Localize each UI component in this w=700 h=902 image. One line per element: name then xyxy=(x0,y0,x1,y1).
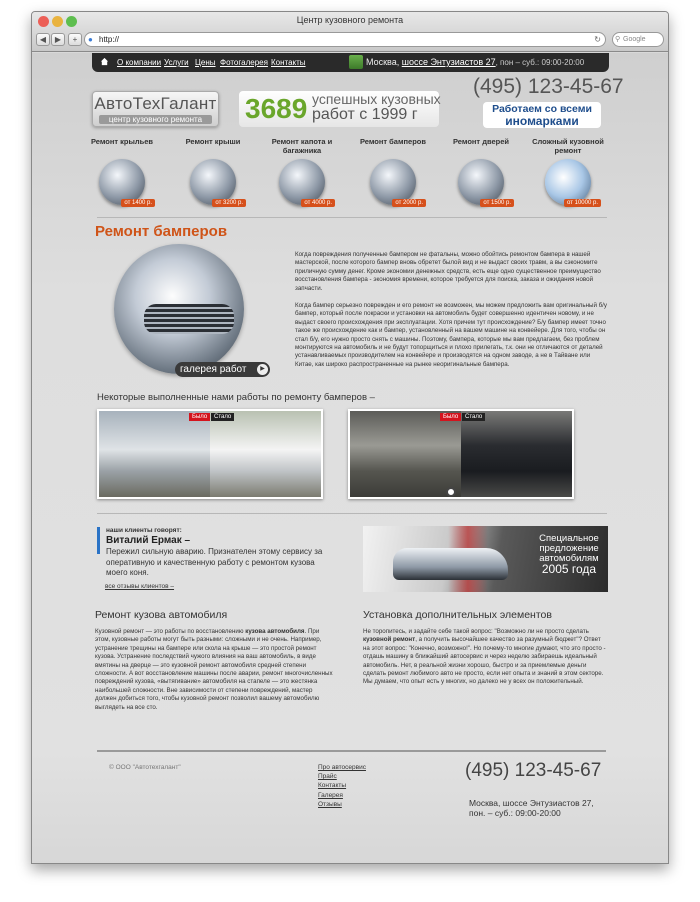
client-review: Пережил сильную аварию. Признателен этому сервису за оперативную и качественную работу с ремонтом кузова моего коня. xyxy=(106,547,323,577)
service-title: Ремонт крыльев xyxy=(90,137,154,146)
work-example-2[interactable] xyxy=(348,409,574,499)
search-icon: ⚲ xyxy=(615,36,621,43)
after-photo xyxy=(210,411,321,497)
add-bookmark-button[interactable]: + xyxy=(68,33,82,46)
service-price: от 4000 р. xyxy=(301,199,335,207)
promo-line-1: успешных кузовных xyxy=(312,91,441,107)
top-navigation xyxy=(92,53,609,72)
body-repair-text: Кузовной ремонт — это работы по восстановлению кузова автомобиля. При этом, кузовные работы могут быть разными: сложными и не очень. Например, устранение трещины на бампере или скола на крыше — это простой ремонт кузова. Устранение последствий чужого влияния на ваш автомобиль, в виде вмятины на дверце — это кузовной ремонт автомобиля средней степени сложности. А вот восстановление машины после аварии, ремонт многочисленных повреждений кузова, «вытягивание» автомобиля на стапеле — это жестянка наибольшей сложности. Вне зависимости от степени повреждений, мастер должен добиться того, чтобы кузовной ремонт позволил вашему автомобилю выглядеть на все сто. xyxy=(95,628,333,711)
service-image xyxy=(99,159,152,206)
service-image xyxy=(370,159,423,206)
address-link[interactable]: шоссе Энтузиастов 27 xyxy=(401,57,496,67)
before-tag: Было xyxy=(440,413,461,421)
browser-titlebar xyxy=(32,12,668,52)
footer-link-about[interactable]: Про автосервис xyxy=(318,764,366,771)
service-title: Ремонт дверей xyxy=(452,137,509,146)
header-address: Москва, шоссе Энтузиастов 27, пон – суб.: 09:00-20:00 xyxy=(366,57,585,67)
divider xyxy=(97,513,607,514)
offer-text: Специальное предложение автомобилям 2005 года xyxy=(539,533,599,576)
body-repair-title: Ремонт кузова автомобиля xyxy=(95,609,228,621)
special-offer-banner[interactable] xyxy=(363,526,608,592)
play-icon: ▶ xyxy=(257,364,268,375)
extra-elements-text: Не торопитесь, и задайте себе такой вопрос: "Возможно ли не просто сделать кузовной ремонт, а получить высочайшее качество за разумный бюджет"? Ответ на этот вопрос: "Конечно, возможно!". Но почему-то многие думают, что это просто - отдашь машину в ближайший автосервис и через неделю забираешь идеальный автомобиль. Нет, в реальной жизни хорошо, быстро и за приемлемые деньги сделать ремонт любимого авто не просто, если нет опыта и знаний в этом секторе. Мы думаем, что опыт есть у многих, но далеко не у всех он положительный. xyxy=(363,628,606,686)
client-name: Виталий Ермак – xyxy=(106,535,191,546)
before-tag: Было xyxy=(189,413,210,421)
footer-link-reviews[interactable]: Отзывы xyxy=(318,801,342,808)
header-phone: (495) 123-45-67 xyxy=(473,75,624,98)
web-page xyxy=(32,53,669,864)
city-map-icon xyxy=(349,55,363,69)
nav-about[interactable]: О компании xyxy=(117,58,162,67)
footer-link-price[interactable]: Прайс xyxy=(318,773,337,780)
nav-services[interactable]: Услуги xyxy=(164,58,189,67)
intro-paragraph-1: Когда повреждения полученные бампером не фатальны, можно обойтись ремонтом бампера в нашей мастерской, после которого бампер вновь обретет былой вид и не выдаст своих травм, а вы сэкономите приличную сумму денег. Кроме экономии денежных средств, есть еще одно существенное преимущество восстановления бампера - экономия времени, которое требуется для поиска, заказа и ожидания новой запчасти. xyxy=(295,251,601,292)
service-price: от 3200 р. xyxy=(212,199,246,207)
promo-number: 3689 xyxy=(245,93,308,124)
home-icon[interactable] xyxy=(100,57,109,66)
back-button[interactable]: ◀ xyxy=(36,33,50,46)
service-complex[interactable] xyxy=(526,137,610,205)
search-placeholder: Google xyxy=(623,36,646,43)
quote-accent xyxy=(97,527,100,554)
service-image xyxy=(458,159,511,206)
service-price: от 10000 р. xyxy=(564,199,601,207)
car-image xyxy=(393,548,508,580)
page-title: Ремонт бамперов xyxy=(95,223,228,240)
promo-line-2: работ с 1999 г xyxy=(312,106,418,123)
service-title: Ремонт бамперов xyxy=(359,137,427,146)
service-image xyxy=(190,159,243,206)
service-bumpers[interactable] xyxy=(351,137,435,205)
site-logo[interactable] xyxy=(92,91,219,127)
all-reviews-link[interactable]: все отзывы клиентов – xyxy=(105,583,175,590)
search-field[interactable] xyxy=(612,32,664,47)
divider xyxy=(97,217,607,218)
service-title: Ремонт крыши xyxy=(185,137,241,146)
gallery-button[interactable]: галерея работ ▶ xyxy=(175,362,270,377)
bumper-photo xyxy=(114,244,244,374)
promo-counter xyxy=(239,91,439,127)
clients-label: наши клиенты говорят: xyxy=(106,527,182,534)
after-tag: Стало xyxy=(211,413,234,421)
logo-name: АвтоТехГалант xyxy=(94,94,217,113)
after-tag: Стало xyxy=(462,413,485,421)
zoom-icon[interactable] xyxy=(446,487,456,497)
browser-window xyxy=(31,11,669,864)
window-title: Центр кузовного ремонта xyxy=(296,15,404,25)
nav-gallery[interactable]: Фотогалерея xyxy=(220,58,268,67)
before-photo xyxy=(99,411,210,497)
after-photo xyxy=(461,411,572,497)
service-doors[interactable] xyxy=(439,137,523,205)
service-roof[interactable] xyxy=(171,137,255,205)
intro-paragraph-2: Когда бампер серьезно поврежден и его ремонт не возможен, мы можем предложить вам оригинальный б/у бампер, который после покраски и установки на автомобиль будет совершенно идентичен новому, и не выдаст своего происхождения при эксплуатации. Хотя причем тут происхождение? Б/у бампер имеет точно такое же происхождение как и бампер, установленный на вашем машине на конвейере. Для того, чтобы он стал б/у, его нужно просто снять с машины. Поэтому, бампера, которые мы вам предлагаем, без проблем монтируются на автомобиль и не будут топорщиться и плохо прилегать, т.к. они не отличаются от деталей устанавливаемых производителем на конвейере и производятся на одном заводе, а не в Тайване или Китае, как широко распространенные на рынке неоригинальные бампера. xyxy=(295,302,607,368)
work-example-1[interactable] xyxy=(97,409,323,499)
before-photo xyxy=(350,411,461,497)
extra-elements-title: Установка дополнительных элементов xyxy=(363,609,552,621)
service-price: от 2000 р. xyxy=(392,199,426,207)
service-price: от 1500 р. xyxy=(480,199,514,207)
logo-subtitle: центр кузовного ремонта xyxy=(99,115,212,124)
service-fenders[interactable] xyxy=(80,137,164,205)
globe-icon: ● xyxy=(88,35,93,44)
works-heading: Некоторые выполненные нами работы по ремонту бамперов – xyxy=(97,392,375,403)
service-price: от 1400 р. xyxy=(121,199,155,207)
nav-contacts[interactable]: Контакты xyxy=(271,58,306,67)
nav-prices[interactable]: Цены xyxy=(195,58,216,67)
service-hood-trunk[interactable] xyxy=(260,137,344,205)
reload-icon[interactable]: ↻ xyxy=(594,35,601,44)
copyright: © ООО "Автотехгалант" xyxy=(109,764,181,771)
brands-badge: Работаем со всеми иномарками xyxy=(483,102,601,128)
footer-link-contacts[interactable]: Контакты xyxy=(318,782,347,789)
url-text: http:// xyxy=(99,35,120,44)
service-title: Ремонт капота и багажника xyxy=(271,137,333,155)
footer-link-gallery[interactable]: Галерея xyxy=(318,792,343,799)
footer-divider xyxy=(97,750,606,752)
address-bar[interactable] xyxy=(84,32,606,47)
service-image xyxy=(545,159,598,206)
footer-phone: (495) 123-45-67 xyxy=(465,760,602,781)
footer-address: Москва, шоссе Энтузиастов 27, пон. – суб.: 09:00-20:00 xyxy=(469,798,594,818)
service-title: Сложный кузовной ремонт xyxy=(532,137,604,155)
service-image xyxy=(279,159,332,206)
forward-button[interactable]: ▶ xyxy=(51,33,65,46)
